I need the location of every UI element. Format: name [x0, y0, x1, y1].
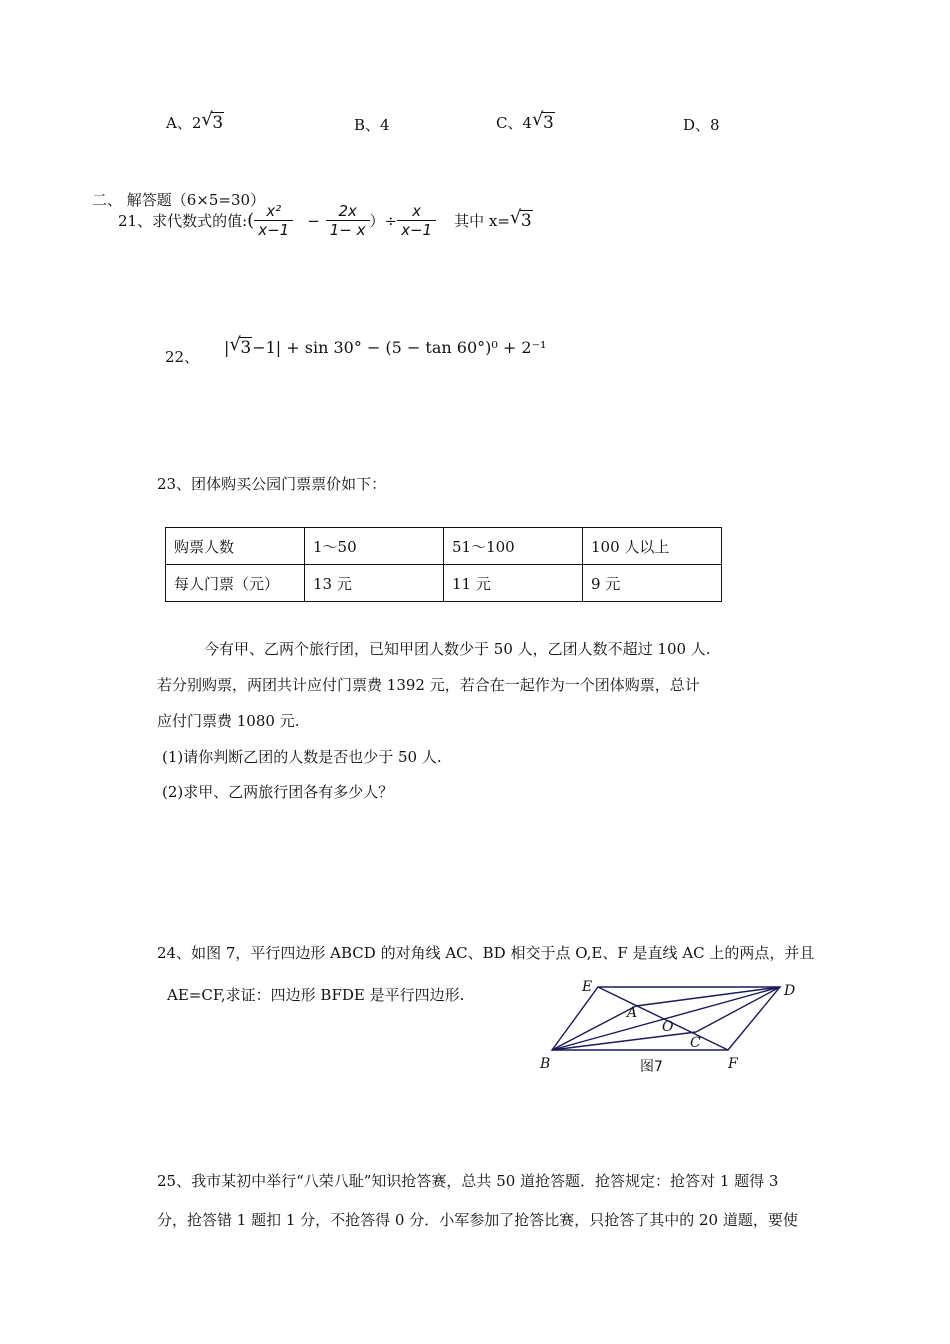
q25-line1: 25、我市某初中举行“八荣八耻”知识抢答赛，总共 50 道抢答题．抢答规定：抢答对 1 题得 3 [157, 1172, 779, 1190]
minus-sign: − [307, 211, 320, 230]
fraction-2 [326, 202, 370, 239]
q23-sub2: (2)求甲、乙两旅行团各有多少人？ [162, 783, 394, 801]
table-cell: 购票人数 [166, 528, 305, 565]
option-a [166, 109, 224, 133]
q23-sub1: (1)请你判断乙团的人数是否也少于 50 人. [162, 748, 442, 766]
option-d: D、8 [683, 116, 720, 134]
fraction-3 [397, 202, 436, 239]
sqrt-symbol: √ 3 [201, 109, 224, 133]
label-a: A [627, 1005, 638, 1021]
fraction-1 [254, 202, 293, 239]
f1-num: x² [266, 202, 282, 220]
sqrt-symbol: √ 3 [509, 206, 532, 231]
label-b: B [540, 1056, 551, 1072]
option-b: B、4 [354, 116, 390, 134]
q22-rest: −1| + sin 30° − (5 − tan 60°)⁰ + 2⁻¹ [252, 338, 547, 357]
q22-label: 22、 [165, 348, 200, 366]
segment-cd [696, 987, 780, 1032]
q25-line2: 分，抢答错 1 题扣 1 分，不抢答得 0 分．小军参加了抢答比赛，只抢答了其中的 20 道题，要使 [157, 1211, 798, 1229]
table-cell: 1～50 [305, 528, 444, 565]
segment-ad [636, 987, 780, 1006]
figure-caption: 图7 [640, 1059, 663, 1075]
segment-ba [552, 1006, 636, 1050]
table-cell: 每人门票（元） [166, 565, 305, 602]
table-cell: 11 元 [444, 565, 583, 602]
q21-where: 其中 x= [454, 212, 510, 230]
close-div: ）÷ [369, 212, 398, 230]
q23-para1: 今有甲、乙两个旅行团，已知甲团人数少于 50 人，乙团人数不超过 100 人. [204, 640, 711, 658]
radicand: 3 [520, 210, 532, 231]
label-e: E [582, 979, 593, 995]
table-cell: 100 人以上 [583, 528, 722, 565]
q22-expression [224, 334, 547, 358]
label-d: D [784, 983, 796, 999]
f2-den: 1− x [326, 220, 370, 239]
table-cell: 9 元 [583, 565, 722, 602]
q21-lead: 21、求代数式的值: [118, 212, 248, 230]
q24-line2: AE=CF,求证：四边形 BFDE 是平行四边形. [167, 986, 465, 1004]
q24-line1: 24、如图 7，平行四边形 ABCD 的对角线 AC、BD 相交于点 O,E、F 是直线 AC 上的两点，并且 [157, 944, 815, 962]
table-row [166, 528, 722, 565]
option-a-label: A、2 [166, 114, 202, 132]
option-c-label: C、4 [496, 114, 533, 132]
label-c: C [690, 1035, 701, 1051]
f3-num: x [412, 202, 422, 220]
table-cell: 13 元 [305, 565, 444, 602]
table-row [166, 565, 722, 602]
table-cell: 51～100 [444, 528, 583, 565]
question-21 [118, 202, 533, 239]
price-table [165, 527, 722, 602]
f3-den: x−1 [397, 220, 436, 239]
option-c [496, 109, 555, 133]
sqrt-symbol: √ 3 [229, 334, 252, 358]
figure-7 [530, 975, 810, 1080]
abs-bar: | [224, 338, 230, 357]
section-heading: 二、 解答题（6×5=30） [92, 191, 266, 209]
q23-para3: 应付门票费 1080 元. [157, 712, 300, 730]
f2-num: 2x [338, 202, 357, 220]
label-f: F [728, 1056, 738, 1072]
q23-para2: 若分别购票，两团共计应付门票费 1392 元，若合在一起作为一个团体购票，总计 [157, 676, 700, 694]
radicand: 3 [543, 113, 554, 133]
radicand: 3 [240, 338, 252, 358]
q23-intro: 23、团体购买公园门票票价如下： [157, 475, 387, 493]
label-o: O [662, 1019, 674, 1035]
sqrt-symbol: √ 3 [532, 109, 554, 133]
open-paren: ( [247, 210, 255, 231]
f1-den: x−1 [254, 220, 293, 239]
segment-bc [552, 1032, 696, 1050]
radicand: 3 [212, 113, 224, 133]
